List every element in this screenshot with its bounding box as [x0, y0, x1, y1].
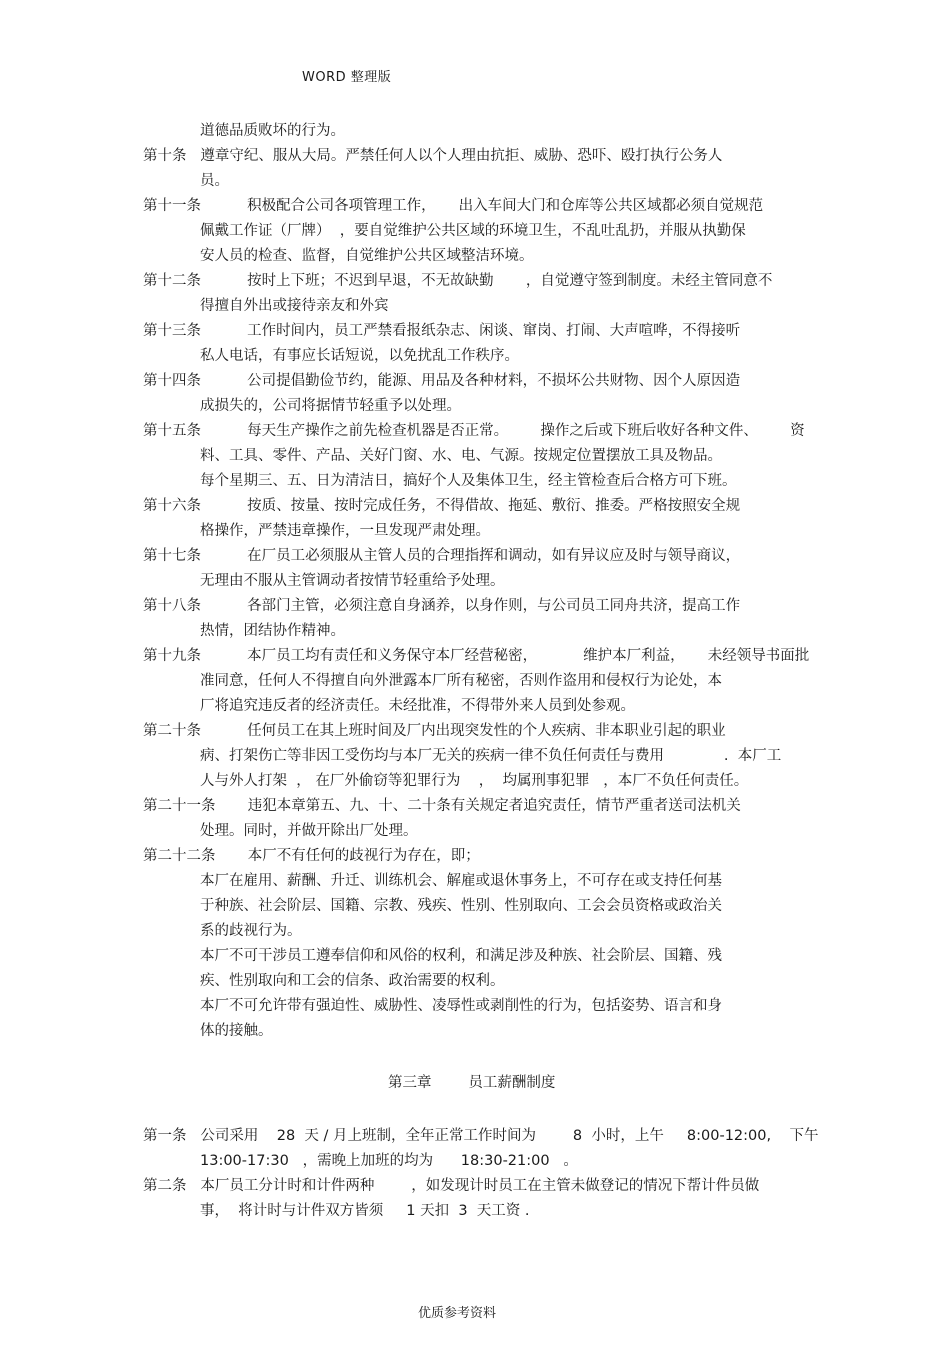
text-line: 准同意，任何人不得擅自向外泄露本厂所有秘密，否则作盗用和侵权行为论处，本 — [200, 673, 722, 689]
text-line: 病、打架伤亡等非因工受伤均与本厂无关的疾病一律不负任何责任与费用 . 本厂工 — [200, 748, 782, 764]
text-line: 第二十二条 本厂不有任何的歧视行为存在，即； — [143, 848, 480, 864]
text-line: 第十五条 每天生产操作之前先检查机器是否正常。 操作之后或下班后收好各种文件、 资 — [143, 423, 805, 439]
text-line: 第十四条 公司提倡勤俭节约，能源、用品及各种材料，不损坏公共财物、因个人原因造 — [143, 373, 741, 389]
text-line: 本厂不可干涉员工遵奉信仰和风俗的权利，和满足涉及种族、社会阶层、国籍、残 — [200, 948, 722, 964]
text-line: 第二十一条 违犯本章第五、九、十、二十条有关规定者追究责任，情节严重者送司法机关 — [143, 798, 741, 814]
page-footer: 优质参考资料 — [418, 1306, 497, 1321]
text-line: 第十六条 按质、按量、按时完成任务，不得借故、拖延、敷衍、推委。严格按照安全规 — [143, 498, 741, 514]
text-line: 每个星期三、五、日为清洁日，搞好个人及集体卫生，经主管检查后合格方可下班。 — [200, 473, 737, 489]
text-line: 第十三条 工作时间内，员工严禁看报纸杂志、闲谈、窜岗、打闹、大声喧哗，不得接听 — [143, 323, 741, 339]
text-line: 第一条 公司采用 28 天 / 月上班制，全年正常工作时间为 8 小时，上午 8:00-12:00, 下午 — [143, 1128, 819, 1144]
text-line: 格操作，严禁违章操作，一旦发现严肃处理。 — [200, 523, 490, 539]
text-line: 得擅自外出或接待亲友和外宾 — [200, 298, 389, 314]
text-line: 第二条 本厂员工分计时和计件两种 ，如发现计时员工在主管未做登记的情况下帮计件员做 — [143, 1178, 760, 1194]
text-line: 成损失的，公司将据情节轻重予以处理。 — [200, 398, 461, 414]
text-line: 13:00-17:30 ，需晚上加班的均为 18:30-21:00 。 — [200, 1153, 578, 1169]
text-line: 本厂在雇用、薪酬、升迁、训练机会、解雇或退休事务上，不可存在或支持任何基 — [200, 873, 722, 889]
text-line: 第十八条 各部门主管，必须注意自身涵养，以身作则，与公司员工同舟共济，提高工作 — [143, 598, 741, 614]
text-line: 厂将追究违反者的经济责任。未经批准，不得带外来人员到处参观。 — [200, 698, 635, 714]
text-line: 系的歧视行为。 — [200, 923, 302, 939]
text-line: 料、工具、零件、产品、关好门窗、水、电、气源。按规定位置摆放工具及物品。 — [200, 448, 722, 464]
text-line: 人与外人打架 ， 在厂外偷窃等犯罪行为 ， 均属刑事犯罪 ，本厂不负任何责任。 — [200, 773, 749, 789]
text-line: 道德品质败坏的行为。 — [200, 123, 345, 139]
text-line: 处理。同时，并做开除出厂处理。 — [200, 823, 418, 839]
text-line: 第十九条 本厂员工均有责任和义务保守本厂经营秘密， 维护本厂利益， 未经领导书面批 — [143, 648, 810, 664]
text-line: 事， 将计时与计件双方皆须 1 天扣 3 天工资 . — [200, 1203, 530, 1219]
text-line: 无理由不服从主管调动者按情节轻重给予处理。 — [200, 573, 505, 589]
text-line: 佩戴工作证（厂牌） ，要自觉维护公共区域的环境卫生，不乱吐乱扔，并服从执勤保 — [200, 223, 746, 239]
text-line: 第十七条 在厂员工必须服从主管人员的合理指挥和调动，如有异议应及时与领导商议， — [143, 548, 741, 564]
text-line: 本厂不可允许带有强迫性、威胁性、凌辱性或剥削性的行为，包括姿势、语言和身 — [200, 998, 722, 1014]
text-line: 第十一条 积极配合公司各项管理工作， 出入车间大门和仓库等公共区域都必须自觉规范 — [143, 198, 764, 214]
text-line: 第十二条 按时上下班；不迟到早退，不无故缺勤 ，自觉遵守签到制度。未经主管同意不 — [143, 273, 773, 289]
text-line: 安人员的检查、监督，自觉维护公共区域整洁环境。 — [200, 248, 534, 264]
chapter-heading: 第三章 员工薪酬制度 — [388, 1075, 556, 1091]
text-line: 体的接触。 — [200, 1023, 273, 1039]
text-line: 第二十条 任何员工在其上班时间及厂内出现突发性的个人疾病、非本职业引起的职业 — [143, 723, 726, 739]
text-line: 疾、性别取向和工会的信条、政治需要的权利。 — [200, 973, 505, 989]
text-line: 热情，团结协作精神。 — [200, 623, 345, 639]
page-header: WORD 整理版 — [302, 70, 392, 85]
text-line: 私人电话，有事应长话短说，以免扰乱工作秩序。 — [200, 348, 519, 364]
text-line: 第十条 遵章守纪、服从大局。严禁任何人以个人理由抗拒、威胁、恐吓、殴打执行公务人 — [143, 148, 723, 164]
text-line: 于种族、社会阶层、国籍、宗教、残疾、性别、性别取向、工会会员资格或政治关 — [200, 898, 722, 914]
text-line: 员。 — [200, 173, 229, 189]
